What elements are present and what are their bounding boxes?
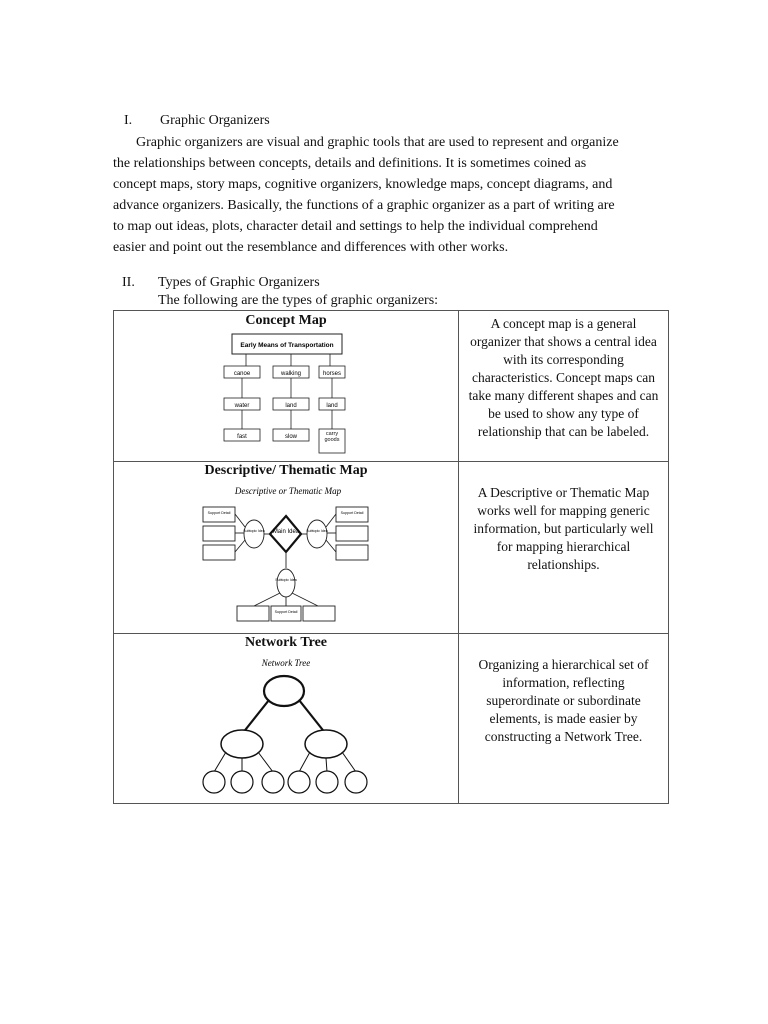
detail-box <box>237 606 269 621</box>
concept-node-label: carry goods <box>324 431 340 443</box>
network-tree-description-cell <box>459 634 669 804</box>
section-2-title: Types of Graphic Organizers <box>158 275 320 290</box>
thematic-map-description: A Descriptive or Thematic Map works well for mapping generic information, but particularly well for mapping hierarchical relationships. <box>473 485 654 572</box>
thematic-map-diagram <box>114 480 458 628</box>
concept-node-label: land <box>326 403 338 409</box>
main-idea-label: Main Idea <box>272 529 300 535</box>
concept-node-label: land <box>285 403 297 409</box>
tree-child-node <box>305 730 347 758</box>
connector-line <box>235 514 245 527</box>
concept-map-cell <box>114 311 459 462</box>
paragraph-line: the relationships between concepts, details and definitions. It is sometimes coined as <box>113 156 587 171</box>
subtopic-label: Subtopic Idea <box>275 578 297 582</box>
thematic-map-cell <box>114 462 459 634</box>
section-2-heading <box>122 274 320 292</box>
tree-branch <box>299 700 326 734</box>
detail-box <box>203 545 235 560</box>
connector-line <box>235 540 245 552</box>
tree-branch <box>258 752 273 772</box>
tree-branch <box>326 758 327 772</box>
table-row <box>114 634 669 804</box>
tree-leaf-node <box>288 771 310 793</box>
connector-line <box>254 593 280 606</box>
support-detail-label: Support Detail <box>340 511 364 515</box>
concept-map-title: Concept Map <box>245 313 327 328</box>
subtopic-oval <box>307 520 327 548</box>
concept-map-description-cell <box>459 311 669 462</box>
paragraph-line: easier and point out the resemblance and differences with other works. <box>113 240 509 255</box>
paragraph-line: Graphic organizers are visual and graphic tools that are used to represent and organize <box>136 135 619 150</box>
concept-map-diagram <box>114 330 458 456</box>
section-2-intro: The following are the types of graphic organizers: <box>158 293 439 308</box>
connector-line <box>326 540 336 552</box>
tree-leaf-node <box>231 771 253 793</box>
tree-leaf-node <box>345 771 367 793</box>
subtopic-oval <box>244 520 264 548</box>
network-tree-description: Organizing a hierarchical set of information, reflecting superordinate or subordinate elements, is made easier by constructing a Network Tree. <box>478 657 649 744</box>
concept-map-description: A concept map is a general organizer that shows a central idea with its corresponding characteristics. Concept maps can take many different shapes and can be used to show any type of relationship that can be labeled. <box>468 316 659 439</box>
organizer-types-table <box>113 310 669 804</box>
network-tree-caption: Network Tree <box>261 658 311 668</box>
tree-branch <box>342 752 356 772</box>
detail-box <box>336 526 368 541</box>
tree-branch <box>242 700 269 734</box>
table-row <box>114 311 669 462</box>
network-tree-title: Network Tree <box>244 635 328 650</box>
section-1-paragraph <box>113 132 673 258</box>
tree-root-node <box>264 676 304 706</box>
connector-line <box>326 514 336 527</box>
section-1-numeral: I. <box>124 113 133 128</box>
tree-leaf-node <box>316 771 338 793</box>
concept-node-label: water <box>234 403 250 409</box>
section-1-title: Graphic Organizers <box>160 113 270 128</box>
subtopic-label: Subtopic Idea <box>243 529 265 533</box>
subtopic-label: Subtopic Idea <box>306 529 328 533</box>
support-detail-label: Support Detail <box>274 610 298 614</box>
section-2-numeral: II. <box>122 275 135 290</box>
detail-box <box>203 526 235 541</box>
concept-node-label: fast <box>237 434 247 440</box>
paragraph-line: concept maps, story maps, cognitive organizers, knowledge maps, concept diagrams, and <box>113 177 613 192</box>
section-1-heading <box>124 112 270 130</box>
tree-child-node <box>221 730 263 758</box>
table-row <box>114 462 669 634</box>
concept-node-label: slow <box>284 434 298 440</box>
thematic-map-caption: Descriptive or Thematic Map <box>234 486 342 496</box>
detail-box <box>336 545 368 560</box>
paragraph-line: to map out ideas, plots, character detail and settings to help the individual comprehend <box>113 219 598 234</box>
concept-node-label-wrap <box>319 431 345 453</box>
concept-node-label: horses <box>322 371 342 377</box>
thematic-map-description-cell <box>459 462 669 634</box>
tree-leaf-node <box>203 771 225 793</box>
network-tree-diagram <box>114 652 458 798</box>
support-detail-label: Support Detail <box>207 511 231 515</box>
thematic-map-title: Descriptive/ Thematic Map <box>204 463 368 478</box>
tree-branch <box>214 752 226 772</box>
concept-node-label: canoe <box>233 371 251 377</box>
network-tree-cell <box>114 634 459 804</box>
detail-box <box>303 606 335 621</box>
paragraph-line: advance organizers. Basically, the functions of a graphic organizer as a part of writing are <box>113 198 615 213</box>
concept-node-label: walking <box>280 371 302 377</box>
tree-branch <box>299 752 310 772</box>
connector-line <box>292 593 318 606</box>
tree-leaf-node <box>262 771 284 793</box>
concept-map-header-text: Early Means of Transportation <box>240 342 334 349</box>
